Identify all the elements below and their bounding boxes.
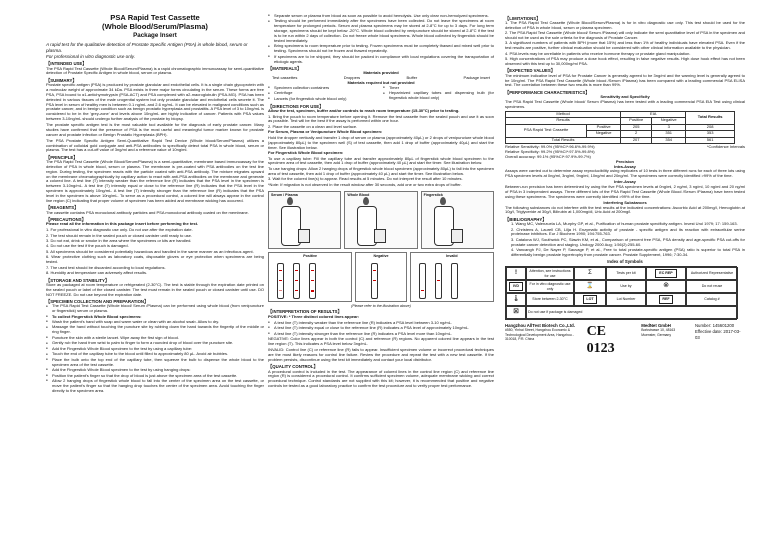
doc-title (46, 14, 264, 31)
manufacturer-block (505, 323, 745, 357)
cassette-icon (281, 206, 301, 246)
list-item: 6. Wear protective clothing such as laboratory coats, disposable gloves or eye protection when specimens are being tested. (46, 254, 264, 265)
symbol-desc: Use by (606, 280, 646, 293)
ec-rep-address: Borkstrasse 10, 48163 Muenster, Germany (641, 328, 676, 337)
table-header: Total Results (686, 111, 735, 124)
result-label: Positive (303, 253, 318, 258)
result-negative (355, 252, 406, 302)
symbol-desc: Lot Number (606, 293, 646, 306)
table-header: Method (506, 111, 621, 117)
strip-icon (293, 263, 300, 299)
table-cell: 3 (652, 124, 686, 130)
summary-text: Prostate specific antigen (PSA) is produced by prostate glandular and endothelial cells. It is a single chain glycoprotein with a molecular weight of approximate 34 kDa. PSA exists in three major forms circulating in the serum. These forms are free PSA, PSA bound to α1-antichymotrypsin (PSA-ACT) and PSA complexed with α2-macroglobulin (PSA-MG). PSA has been detected in various tissues of the male urogenital system but only prostate glandular and endothelial cells secrete it. The PSA level in serum of healthy men is between 0.1 ng/mL and 2.6 ng/mL. It can be elevated in malignant conditions such as prostate cancer, and in benign condition such as benign prostatic hyperplasia and prostatitis. A PSA level of 3 to 10ng/mL is considered to be in the 'grey-zone' and levels above 10ng/mL are highly indicative of cancer. Patients with PSA values between 3-10ng/mL should undergo further analysis of the prostate by biopsy. (46, 82, 264, 122)
expected-heading: 【EXPECTED VALUES】 (505, 68, 556, 74)
results-illustration (268, 252, 494, 302)
collection-heading: 【SPECIMEN COLLECTION AND PREPARATION】 (46, 298, 149, 304)
damaged-package-icon: ⊠ (506, 306, 526, 319)
list-item: ● Heparinized capillary tubes and dispensing bulb (for fingerstick whole blood only) (383, 91, 494, 101)
list-item: ● Puncture the skin with a sterile lancet. Wipe away the first sign of blood. (46, 336, 264, 341)
interfering-text: The following substances do not interfere with the test results at the indicated concentrations: Ascorbic Acid at 200mg/l, Hemoglobin at 10g/l, Triglyceride at 30g/l, Bilirubin at 1,000mg/dl, Uric Acid at 200mg/l. (505, 204, 745, 215)
ec-rep-icon (646, 267, 686, 280)
list-item: Package insert (463, 75, 490, 81)
symbol-desc: Tests per kit (606, 267, 646, 280)
summary-heading: 【SUMMARY】 (46, 77, 77, 83)
drop-icon (363, 197, 369, 205)
list-item: 4. Do not use the test if the pouch is damaged. (46, 243, 129, 249)
list-item: 3. Catalona WJ, Southwick PC, Slawin KM, et al., Comparison of percent free PSA, PSA density and age-specific PSA cut-offs for prostate cancer detection and staging. Urology 2000 Aug; 1:56(2):255-60. (511, 236, 745, 247)
intro-text-2: For professional in vitro diagnostic use only. (46, 54, 136, 60)
list-item: Droppers (343, 75, 361, 81)
result-window (298, 229, 310, 243)
strip-icon (419, 263, 426, 299)
result-label: Invalid (446, 253, 458, 258)
list-item: ● If specimens are to be shipped, they should be packed in compliance with local regulations covering the transportation of etiologic agents. (268, 55, 494, 65)
directions-lead: Allow the test, specimen, buffer and/or controls to reach room temperature (15-30°C) prior to testing. (268, 107, 460, 113)
precision-heading: Precision (615, 158, 634, 164)
qc-heading: 【QUALITY CONTROL】 (268, 364, 318, 370)
list-item: ● A test line (T) intensity weaker than the reference line (R) indicates a PSA level between 3-10 ng/mL. (268, 321, 494, 326)
list-item: ● Place the bulb onto the top end of the capillary tube, then squeeze the bulb to dispense the whole blood to the specimen area of the test cassette. (46, 358, 264, 368)
title-line-2: (Whole Blood/Serum/Plasma) (102, 21, 208, 31)
table-cell: PSA Rapid Test Cassette (506, 124, 587, 137)
list-item: 1. Bring the pouch to room temperature before opening it. Remove the test cassette from the sealed pouch and use it as soon as possible. Test will be the best if the assay is performed within one hour. (268, 113, 494, 124)
date-value: 2017-03-03 (694, 329, 741, 340)
performance-heading: 【PERFORMANCE CHARACTERISTICS】 (505, 89, 590, 95)
list-item: 3. Do not eat, drink or smoke in the area where the specimens or kits are handled. (46, 238, 192, 244)
ec-rep-info (641, 323, 691, 337)
date-line (695, 329, 745, 339)
drop-icon (440, 197, 446, 205)
date-label: Effective date: (694, 329, 723, 335)
interpretation-invalid: INVALID: Control line (C) or reference line (R) fails to appear. Insufficient specimen volume or incorrect procedural techniques are the most likely reasons for control line failure. Review the procedure and repeat the test with a new test cassette. If the problem persists, discontinue using the test kit immediately and contact your local distributor. (268, 347, 494, 362)
lot-box: LOT (583, 295, 597, 304)
symbol-desc: For in vitro diagnostic use only (526, 280, 574, 293)
ref-icon (646, 293, 686, 306)
list-item: ● Testing should be performed immediately after the specimens have been collected. Do not leave the specimens at room temperature for prolonged periods. Serum and plasma specimens may be stored at 2-8°C for up to 3 days. For long term storage, specimens should be kept below -20°C. Whole blood collected by venipuncture should be stored at 2-8°C if the test is to be run within 2 days of collection. Do not freeze whole blood specimens. Whole blood collected by fingerstick should be tested immediately. (268, 19, 494, 43)
table-header: Positive (621, 118, 652, 124)
list-item: 3. A significant numbers of patients with BPH (more that 15%) and less than 1% of healthy individuals have elevated PSA. Even if the test results are positive, further clinical evaluation should be considered with other clinical information available to the physician. (505, 40, 745, 51)
inter-text: Between-run precision has been determined by using the five PSA specimen levels at 0ng/ml, 2 ng/ml, 3 ng/ml, 10 ng/ml and 20 ng/ml of PSA in 3 independent assays. Three different lots of the PSA Rapid Test Cassette (Whole Blood /Serum /Plasma) have been tested using these specimens. The specimens were correctly identified >99% of the time. (505, 184, 745, 199)
ivd-icon (506, 280, 526, 293)
list-item: 2. The test should remain in the sealed pouch or closed canister until ready to use. (46, 232, 193, 238)
table-header: Negative (652, 118, 686, 124)
result-invalid (410, 252, 494, 302)
symbol-desc: Store between 2-30°C (526, 293, 574, 306)
manufacturer-info (505, 323, 583, 341)
table-row (506, 137, 735, 143)
bibliography-list (505, 222, 745, 258)
column-1 (46, 14, 264, 395)
symbols-heading: Index of Symbols (607, 258, 643, 264)
materials-required-list (268, 86, 494, 102)
table-cell: 208 (686, 124, 735, 130)
precautions-list (46, 228, 264, 276)
stat-line: Relative Sensitivity: 99.0% (95%CI*:96.6%-99.9%) (505, 144, 595, 150)
table-cell: 2 (621, 131, 652, 137)
inter-heading: Inter-Assay (614, 179, 636, 185)
stat-line: Overall accuracy: 99.1% (95%CI*:97.9%-99.7%) (505, 153, 591, 159)
cassette-icon (434, 206, 454, 246)
procedure-step (344, 191, 417, 249)
sensitivity-text: The PSA Rapid Test Cassette (Whole blood/ Serum /Plasma) has been tested with a leading commercial PSA EIA Test using clinical specimens. (505, 98, 745, 109)
symbol-desc: Do not use if package is damaged (526, 306, 738, 319)
list-item: ● Position the patient's finger so that the drop of blood is just above the specimen area of the test cassette. (46, 374, 264, 379)
limitations-heading: 【LIMITATIONS】 (505, 15, 541, 21)
list-item: ● Add the Fingerstick Whole Blood specimen to the test by using a capillary tube: (46, 347, 264, 352)
lot-icon (574, 293, 606, 306)
cassette-icon (357, 206, 377, 246)
storage-text: Store as packaged at room temperature or refrigerated (2-30°C). The test is stable through the expiration date printed on the sealed pouch or label of the closed canister. The test must remain in the sealed pouch or closed canister until use. DO NOT FREEZE. Do not use beyond the expiration date. (46, 281, 264, 297)
stat-line: Relative Specificity: 99.2% (95%CI*:97.5%-99.8%) (505, 148, 595, 154)
reagents-text: The cassette contains PSA monoclonal antibody particles and PSA monoclonal antibody coated on the membrane. (46, 209, 249, 215)
intra-text: Assays were carried out to determine assay reproducibility using replicates of 10 tests in three different runs for each of three lots using PSA specimen levels at 0ng/ml, 3ng/ml, 9ng/ml, 10ng/ml and 20ng/ml. The specimens were correctly identified >99% of the time. (505, 168, 745, 179)
result-positive (268, 252, 352, 302)
no-reuse-icon: ⊗ (646, 280, 686, 293)
table-header: Results (506, 118, 621, 124)
manufacturer-name: Hangzhou AllTest Biotech Co.,Ltd. (505, 323, 575, 329)
interpretation-list (268, 321, 494, 337)
list-item: ● Touch the end of the capillary tube to the blood until filled to approximately 80 µL. Avoid air bubbles. (46, 352, 264, 357)
materials-required-heading: Materials required but not provided (347, 80, 415, 86)
list-item: Test cassettes (272, 75, 298, 81)
list-item: 1. The PSA Rapid Test Cassette (Whole Blood/Serum/Plasma) is for in vitro diagnostic use only. This test should be used for the detection of PSA in whole blood, serum or plasma specimen. (505, 19, 745, 30)
procedure-step (268, 191, 341, 249)
procedure-illustration (268, 191, 494, 249)
list-item: ● Bring specimens to room temperature prior to testing. Frozen specimens must be completely thawed and mixed well prior to testing. Specimens should not be frozen and thawed repeatedly. (268, 44, 494, 54)
directions-heading: 【DIRECTIONS FOR USE】 (268, 103, 324, 109)
list-item: ● Centrifuge (268, 91, 379, 96)
stats-block (505, 145, 745, 160)
table-cell: 351 (652, 131, 686, 137)
qc-text: A procedural control is included in the test. The appearance of colored lines in the control line region (C) and reference line region (R) is considered a procedural control. It confirms sufficient specimen volume, adequate membrane wicking and correct procedural technique. Control standards are not supplied with this kit; however, it is recommended that positive and negative controls be tested as a good laboratory practice to confirm the test procedure and to verify proper test performance. (268, 368, 494, 389)
column-3 (505, 14, 745, 357)
list-item: ● Allow 2 hanging drops of fingerstick whole blood to fall into the center of the specimen area on the test cassette, or move the patient's finger so that the hanging drop touches the center of the specimen area. Avoid touching the finger directly to the specimen area. (46, 379, 264, 394)
principle-heading: 【PRINCIPLE】 (46, 154, 78, 160)
list-item: To use a capillary tube: Fill the capillary tube and transfer approximately 80µL of fingerstick whole blood specimen to the specimen area of test cassette, then add 1 drop of buffer (approximately 40 µL) and start the timer. See illustration below. (268, 155, 494, 166)
ce-mark: CE 0123 (586, 324, 615, 357)
collection-cont-list (268, 14, 494, 65)
list-item: 1. Wang MC, Valenzuela LA, Murphy GP, et al., Purification of human prostate specificity antigen. Invest Urol 1979; 17: 159-163. (511, 221, 738, 227)
result-window (374, 229, 386, 243)
list-item: For Serum, Plasma or Venipuncture Whole Blood specimen: (268, 129, 383, 135)
list-item: ● A test line (T) intensity equal or close to the reference line (R) indicates a PSA level of approximately 10ng/mL. (268, 326, 494, 331)
list-item: ● To collect Fingerstick Whole Blood specimens: (46, 315, 264, 320)
list-item: ● A test line (T) intensity stronger than the reference line (R) indicates a PSA level more than 10ng/mL. (268, 332, 494, 337)
strip-icon (277, 263, 284, 299)
list-item: Buffer (406, 75, 418, 81)
storage-heading: 【STORAGE AND STABILITY】 (46, 277, 110, 283)
precautions-heading: 【PRECAUTIONS】 (46, 216, 86, 222)
list-item: 4. Vancangh PJ, De Nayer P, Sauvage P, et al., Free to total prostate-specific antigen (PSA) ratio is superior to total PSA in differentially benign prostate hypertrophy from prostate cancer. Prostate Supplement, 1996; 7:30-34. (511, 247, 745, 258)
list-item: 2. Place the cassette on a clean and level surface. (268, 123, 358, 129)
expected-text: The minimum indicative level of PSA for Prostate Cancer is generally agreed to be 3ng/ml and the warning level is generally agreed to be 10ng/ml. The PSA Rapid Test Cassette (Whole blood /Serum /Plasma) has been compared with a leading commercial PSA ELISA test. The correlation between these two results is more than 99%. (505, 72, 745, 88)
list-item: ● Massage the hand without touching the puncture site by rubbing down the hand towards the fingertip of the middle or ring finger. (46, 325, 264, 335)
list-item: ● Add the Fingerstick Whole Blood specimen to the test by using hanging drops: (46, 368, 264, 373)
list-item: 5. All specimens should be considered potentially hazardous and handled in the same manner as an infectious agent. (46, 248, 254, 254)
ivd-box: IVD (509, 282, 523, 291)
list-item: *Note: If migration is not observed in the result window after 30 seconds, add one or two extra drops of buffer. (268, 181, 462, 187)
list-item: Hold the dropper vertically and transfer 1 drop of serum or plasma (approximately 40µL) or 2 drops of venipuncture whole blood (approximately 80µL) to the specimen well (S) of test cassette, then add 1 drop of buffer (approximately 40µL) and start the timer. See illustration below. (268, 134, 494, 150)
result-window (451, 229, 463, 243)
directions-list (268, 115, 494, 188)
step-label: Whole Blood (347, 192, 370, 197)
table-cell: 353 (686, 131, 735, 137)
table-cell: 561 (686, 137, 735, 143)
ci-note: *Confidence Intervals (706, 144, 745, 150)
ec-rep-name: MedNet GmbH (641, 323, 671, 329)
intended-use-text: The PSA Rapid Test Cassette (Whole Blood/Serum/Plasma) is a rapid chromatographic immunoassay for semi-quantitative detection of Prostate Specific Antigen in whole blood, serum or plasma. (46, 65, 264, 76)
symbol-desc: Attention, see instructions for use (526, 267, 574, 280)
list-item: For Fingerstick Whole Blood specimen: (268, 150, 344, 156)
interpretation-negative: NEGATIVE: Color lines appear in both the control (C) and reference (R) regions. No apparent colored line appears in the test line region (T). This indicates a PSA level below 3ng/mL. (268, 336, 494, 347)
manufacturer-address: #550, Yinhai Street, Hangzhou Economic & Technological Development Area, Hangzhou - 310018, P.R. China (505, 328, 574, 341)
strip-icon (451, 263, 458, 299)
document-number-block (695, 323, 745, 341)
intended-use-heading: 【INTENDED USE】 (46, 61, 87, 67)
ref-box: REF (659, 295, 673, 304)
list-item: 4. PSA levels may be unreliable in patients who receive hormone therapy or prostate gland manipulation. (505, 50, 691, 56)
list-item: 1. For professional in vitro diagnostic use only. Do not use after the expiration date. (46, 227, 193, 233)
table-header: EIA (621, 111, 686, 117)
step-label: Serum / Plasma (271, 192, 298, 197)
interpretation-heading: 【INTERPRETATION OF RESULTS】 (268, 309, 342, 315)
list-item: ● Separate serum or plasma from blood as soon as possible to avoid hemolysis. Use only clear non-hemolyzed specimens. (268, 14, 494, 19)
list-item: ● Gently rub the hand from wrist to palm to finger to form a rounded drop of blood over the puncture site. (46, 341, 264, 346)
number-label: Number: (694, 323, 712, 329)
number-value: 145601200 (712, 323, 735, 329)
warning-icon: ! (506, 267, 526, 280)
performance-table (505, 111, 735, 144)
materials-provided-heading: Materials provided (363, 70, 399, 76)
procedure-step (421, 191, 494, 249)
column-2 (268, 14, 494, 390)
principle-text: The PSA Rapid Test Cassette (Whole Blood/Serum/Plasma) is a semi-quantitative, membrane based immunoassay for the detection of PSA in whole blood, serum or plasma. The membrane is pre-coated with PSA antibodies on the test line region. During testing, the specimen reacts with the particle coated with anti-PSA antibody. The mixture migrates upward on the membrane chromatographically by capillary action to react with anti-PSA antibodies on the membrane and generate a colored line. A test line (T) intensity weaker than the reference line (R) indicates that the PSA level in the specimen is between 3-10ng/mL. A test line (T) intensity equal or close to the reference line (R) indicates that the PSA level in the specimen is approximately 10ng/mL. A test line (T) intensity stronger than the reference line (R) indicates that the PSA level in the specimen is above 10ng/mL. To serve as a procedural control, a colored line will always appear in the control line region (C) indicating that proper volume of specimen has been added and membrane wicking has occurred. (46, 158, 264, 203)
figure-caption: (Please refer to the illustration above) (351, 303, 411, 308)
table-cell: Positive (587, 124, 621, 130)
step-label: Fingerstick (423, 192, 443, 197)
materials-heading: 【MATERIALS】 (268, 66, 302, 72)
list-item: 3. Wait for the colored line(s) to appear. Read results at 5 minutes. Do not interpret the result after 10 minutes. (268, 176, 463, 182)
list-item: 2. Christens A, Laurell CB, Lilja H. Enzymatic activity of prostate - specific antigen and its reaction with extracellular serine proteinase inhibitors. Eur J Biochem 1990; 194:755-763. (511, 226, 745, 237)
list-item: ● Wash the patient's hand with soap and warm water or clean with an alcohol swab. Allow to dry. (46, 320, 264, 325)
table-cell: Total Results (506, 137, 621, 143)
interpretation-text: POSITIVE: * Three distinct colored lines appear: (268, 313, 360, 319)
limitations-list (505, 21, 745, 67)
collection-list (46, 304, 264, 393)
summary-text-3: The PSA Prostate Specific Antigen Semi-Quantitative Rapid Test Device (Whole blood/Serum/Plasma) utilizes a combination of colloidal gold conjugate and anti-PSA antibodies to specifically detect total PSA in whole blood, serum or plasma. The test has a cut-off value of 3ng/ml and a reference value of 10ng/ml. (46, 137, 264, 153)
list-item: 7. The used test should be discarded according to local regulations. (46, 264, 166, 270)
list-item: ● The PSA Rapid Test Cassette (Whole blood/ Serum /Plasma) can be performed using whole blood (from venipuncture or fingerstick) serum or plasma. (46, 304, 264, 314)
list-item: ● Timer (383, 86, 494, 91)
drop-icon (287, 197, 293, 205)
strip-icon (435, 263, 442, 299)
symbol-desc: Do not reuse (686, 280, 738, 293)
summary-text-2: The prostate specific antigen test is the most valuable tool available for the diagnosis of early prostate cancer. Many studies have confirmed that the presence of PSA is the most useful and meaningful tumor marker known for prostate cancer and prostate infection or Benign Prostatic Hyperplasia (BPH). (46, 122, 264, 137)
list-item: ● Lancets (for fingerstick whole blood only) (268, 97, 379, 102)
sigma-icon: Σ (574, 267, 606, 280)
symbol-desc: Catalog # (686, 293, 738, 306)
reagents-heading: 【REAGENTS】 (46, 205, 79, 211)
symbol-desc: Authorized Representative (686, 267, 738, 280)
result-label: Negative (373, 253, 389, 258)
symbols-table (505, 266, 737, 320)
list-item: 8. Humidity and temperature can adversely affect results. (46, 270, 148, 276)
ec-rep-box: EC REP (655, 269, 677, 278)
interfering-heading: Interfering Substances (603, 199, 647, 205)
list-item: To use hanging drops: Allow 2 hanging drops of fingerstick whole blood specimen (approximately 80µL) to fall into the specimen area of test cassette, then add 1 drop of buffer (approximately 40 µL) and start the timer. See illustration below. (268, 165, 494, 176)
precautions-lead: Please read all the information in this package insert before performing the test. (46, 221, 199, 227)
sensitivity-heading: Sensitivity and Specificity (600, 94, 650, 100)
title-line-1: PSA Rapid Test Cassette (110, 13, 200, 22)
table-cell: Negative (587, 131, 621, 137)
strip-icon (371, 263, 378, 299)
number-line (695, 323, 745, 328)
bibliography-heading: 【BIBLIOGRAPHY】 (505, 216, 547, 222)
table-cell: 207 (621, 137, 652, 143)
table-cell: 354 (652, 137, 686, 143)
intra-heading: Intra-Assay (614, 163, 636, 169)
table-cell: 205 (621, 124, 652, 130)
strip-icon (309, 263, 316, 299)
intro-text: A rapid test for the qualitative detection of Prostate Specific Antigen (PSA) in whole blood, serum or plasma. (46, 42, 248, 53)
hourglass-icon: ⌛ (574, 280, 606, 293)
thermometer-icon: 🌡 (506, 293, 526, 306)
doc-subtitle: Package Insert (133, 32, 177, 40)
list-item: 5. High concentrations of PSA may produce a dose hook effect, resulting in false negative results. High dose hook effect has not been observed with this test up to 30,000ng/ml PSA. (505, 56, 745, 67)
list-item: ● Specimen collection containers (268, 86, 379, 91)
list-item: 2. The PSA Rapid Test Cassette (Whole blood/ Serum /Plasma) will only indicate the semi quantitative level of PSA in the specimen and should not be used as the sole criteria for the diagnosis of Prostate Cancer. (505, 30, 745, 40)
